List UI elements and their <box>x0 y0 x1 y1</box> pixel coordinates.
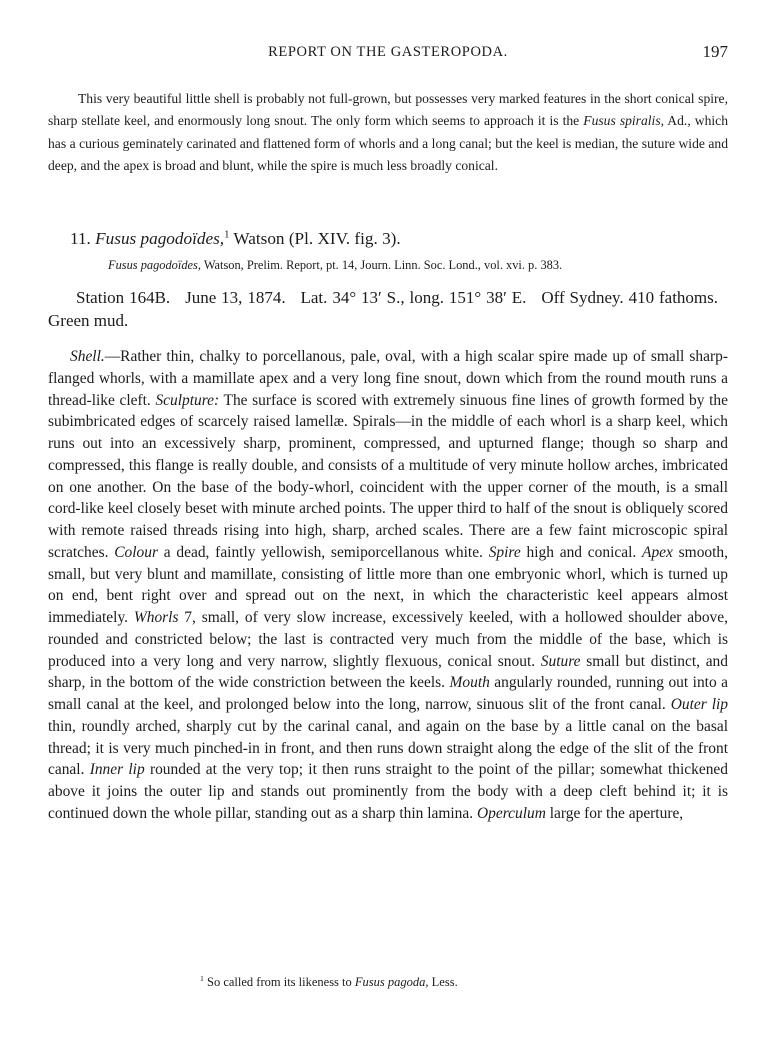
species-authority: Watson (Pl. XIV. fig. 3). <box>233 229 401 248</box>
running-title: REPORT ON THE GASTEROPODA. <box>268 44 508 60</box>
mouth-label: Mouth <box>449 674 490 692</box>
species-number: 11. <box>70 229 91 248</box>
footnote-text: So called from its likeness to <box>207 975 355 989</box>
operculum-label: Operculum <box>476 804 546 822</box>
intro-text: This very beautiful little shell is probably not full-grown, but possesses very marked features in the short conical spire, sharp stellate keel, and enormously long snout. The only form which seems to approach it is the <box>48 91 728 129</box>
outer-lip-label: Outer lip <box>670 696 728 713</box>
page-number: 197 <box>702 42 728 61</box>
inner-lip-text: rounded at the very top; it then runs straight to the point of the pillar; somewhat thickened above it joins the outer lip and stands out prominently from the body with a deep cleft behind it; it is continued down the whole pillar, standing out as a sharp thin lamina. <box>48 761 728 822</box>
shell-label: Shell. <box>70 348 105 365</box>
whorls-text: 7, small, of very slow increase, excessively keeled, with a hollowed shoulder above, rounded and constricted below; the last is contracted very much from the middle of the base, which is produced into a very long and very narrow, slightly flexuous, conical snout. <box>48 609 728 670</box>
colour-label: Colour <box>114 543 158 561</box>
station-bottom: Green mud. <box>48 311 129 330</box>
station-number: Station 164B. <box>76 288 171 307</box>
shell-description <box>48 346 728 825</box>
synonymy-name: Fusus pagodoïdes, <box>108 258 201 272</box>
spire-text: high and conical. <box>520 543 643 561</box>
running-head <box>48 44 728 64</box>
sculpture-text: The surface is scored with extremely sinuous fine lines of growth formed by the subimbricated edges of scarcely raised lamellæ. Spirals—in the middle of each whorl is a sharp keel, which runs out into an excessively sharp, prominent, compressed, and upturned flange; though so sharp and compressed, this flange is really double, and consists of a multitude of very minute hollow arches, imbricated on one another. On the base of the body-whorl, coincident with the upper corner of the mouth, is a small cord-like keel closely beset with minute arched points. The upper third to half of the snout is obliquely scored with remote raised threads rising into high, sharp, arched scales. There are a few faint microscopic spiral scratches. <box>48 391 728 561</box>
inner-lip-label: Inner lip <box>89 761 145 779</box>
operculum-text: large for the aperture, <box>545 804 684 822</box>
intro-paragraph <box>48 88 728 178</box>
station-depth: 410 fathoms. <box>628 288 719 307</box>
spire-label: Spire <box>488 543 521 561</box>
intro-text-after: , Ad., which has a curious geminately carinated and flattened form of whorls and a long canal; but the keel is median, the suture wide and deep, and the apex is broad and blunt, while the spire is much less broadly conical. <box>48 113 728 174</box>
footnote-text-after: , Less. <box>425 975 458 989</box>
sculpture-label: Sculpture: <box>155 391 220 409</box>
station-latitude: Lat. 34° 13′ S., <box>300 288 405 307</box>
suture-text: small but distinct, and sharp, in the bottom of the wide constriction between the keels. <box>48 652 728 692</box>
apex-text: smooth, small, but very blunt and mamillate, consisting of little more than one embryonic whorl, which is turned up on end, bent right over and spread out on the next, in which the characteristic keel appears almost immediately. <box>48 543 728 626</box>
apex-label: Apex <box>642 543 673 561</box>
shell-text: —Rather thin, chalky to porcellanous, pale, oval, with a high scalar spire made up of small sharp-flanged whorls, with a mamillate apex and a very long fine snout, down which from the round mouth runs a thread-like cleft. <box>48 348 728 409</box>
footnote-species: Fusus pagoda <box>354 975 426 989</box>
footnote-reference: 1 <box>224 229 230 241</box>
station-locality: Off Sydney. <box>541 288 624 307</box>
footnote-mark: 1 <box>200 973 204 983</box>
footnote <box>200 974 680 990</box>
colour-text: a dead, faintly yellowish, semiporcellanous white. <box>157 543 489 561</box>
synonymy-reference: Watson, Prelim. Report, pt. 14, Journ. Linn. Soc. Lond., vol. xvi. p. 383. <box>203 258 563 272</box>
species-heading <box>70 228 730 250</box>
mouth-text: angularly rounded, running out into a small canal at the keel, and prolonged below into the long, narrow, sinuous slit of the front canal. <box>48 674 728 713</box>
species-name: Fusus pagodoïdes, <box>95 229 225 248</box>
station-date: June 13, 1874. <box>185 288 286 307</box>
intro-species-name: Fusus spiralis <box>583 113 661 129</box>
outer-lip-text: thin, roundly arched, sharply cut by the carinal canal, and again on the base by a little canal on the basal thread; it is very much pinched-in in front, and then runs down straight along the edge of the slit of the front canal. <box>48 717 728 779</box>
synonymy-line <box>108 257 728 274</box>
whorls-label: Whorls <box>133 609 179 626</box>
suture-label: Suture <box>540 652 581 670</box>
station-longitude: long. 151° 38′ E. <box>409 288 527 307</box>
station-data <box>48 286 728 332</box>
